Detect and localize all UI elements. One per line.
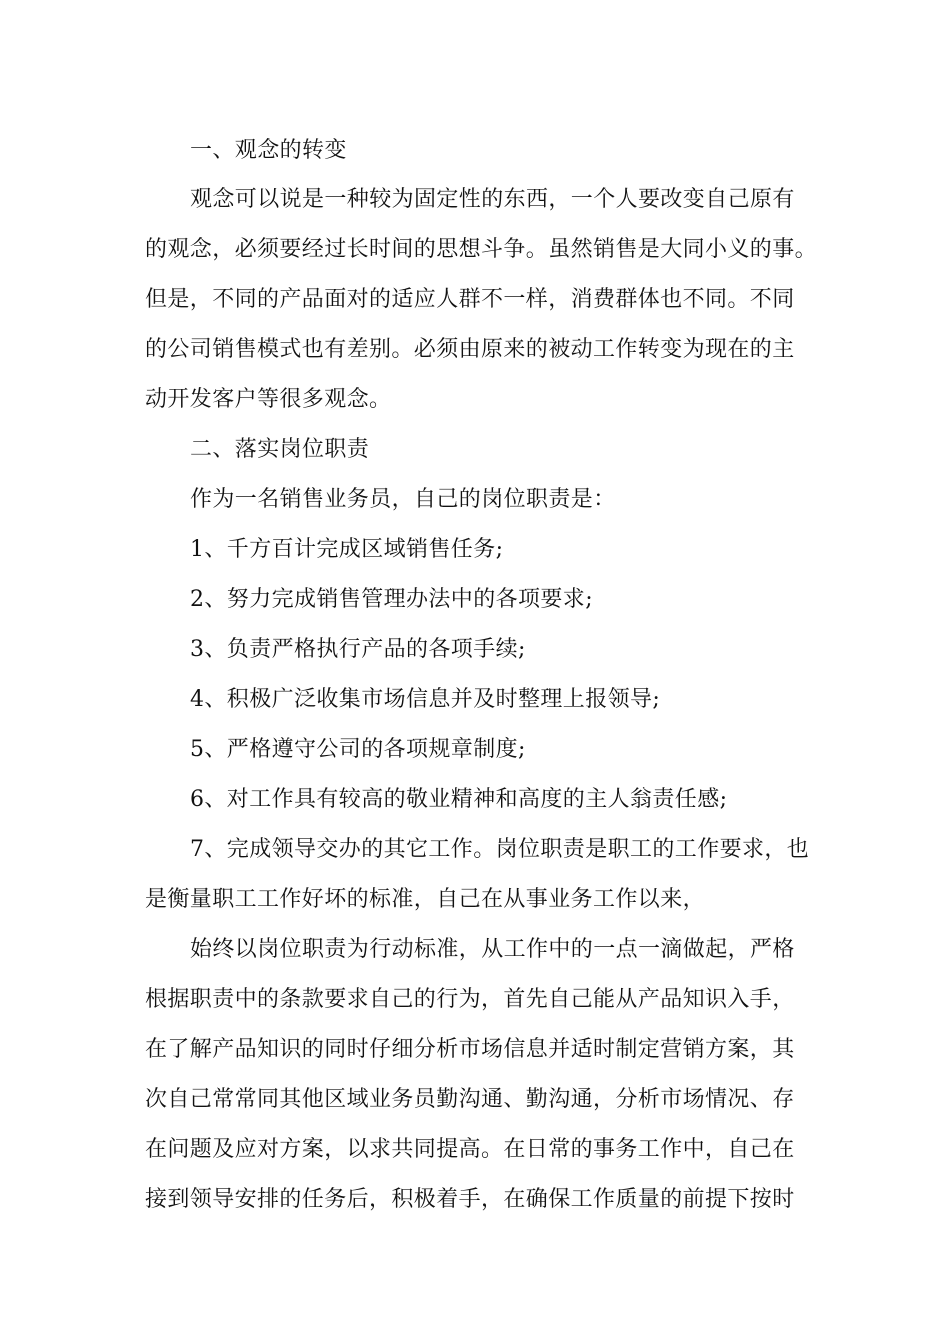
paragraph-line: 但是，不同的产品面对的适应人群不一样，消费群体也不同。不同 [145, 287, 795, 312]
section-heading-1: 一、观念的转变 [190, 138, 347, 163]
paragraph-line: 是衡量职工工作好坏的标准，自己在从事业务工作以来， [145, 887, 706, 912]
list-item: 4、积极广泛收集市场信息并及时整理上报领导; [190, 687, 661, 712]
list-item: 3、负责严格执行产品的各项手续; [190, 637, 526, 662]
section-heading-2: 二、落实岗位职责 [190, 437, 370, 462]
paragraph-line: 作为一名销售业务员，自己的岗位职责是： [190, 487, 616, 512]
paragraph-line: 接到领导安排的任务后，积极着手，在确保工作质量的前提下按时 [145, 1187, 795, 1212]
paragraph-line: 始终以岗位职责为行动标准，从工作中的一点一滴做起，严格 [190, 937, 795, 962]
list-item: 7、完成领导交办的其它工作。岗位职责是职工的工作要求，也 [190, 837, 810, 862]
paragraph-line: 动开发客户等很多观念。 [145, 387, 392, 412]
list-item: 6、对工作具有较高的敬业精神和高度的主人翁责任感; [190, 787, 728, 812]
paragraph-line: 在问题及应对方案，以求共同提高。在日常的事务工作中，自己在 [145, 1137, 795, 1162]
list-item: 5、严格遵守公司的各项规章制度; [190, 737, 526, 762]
paragraph-line: 在了解产品知识的同时仔细分析市场信息并适时制定营销方案，其 [145, 1037, 795, 1062]
paragraph-line: 观念可以说是一种较为固定性的东西，一个人要改变自己原有 [190, 187, 795, 212]
paragraph-line: 的观念，必须要经过长时间的思想斗争。虽然销售是大同小义的事。 [145, 237, 818, 262]
paragraph-line: 根据职责中的条款要求自己的行为，首先自己能从产品知识入手， [145, 987, 795, 1012]
list-item: 1、千方百计完成区域销售任务; [190, 537, 504, 562]
paragraph-line: 次自己常常同其他区域业务员勤沟通、勤沟通，分析市场情况、存 [145, 1087, 795, 1112]
paragraph-line: 的公司销售模式也有差别。必须由原来的被动工作转变为现在的主 [145, 337, 795, 362]
list-item: 2、努力完成销售管理办法中的各项要求; [190, 587, 594, 612]
